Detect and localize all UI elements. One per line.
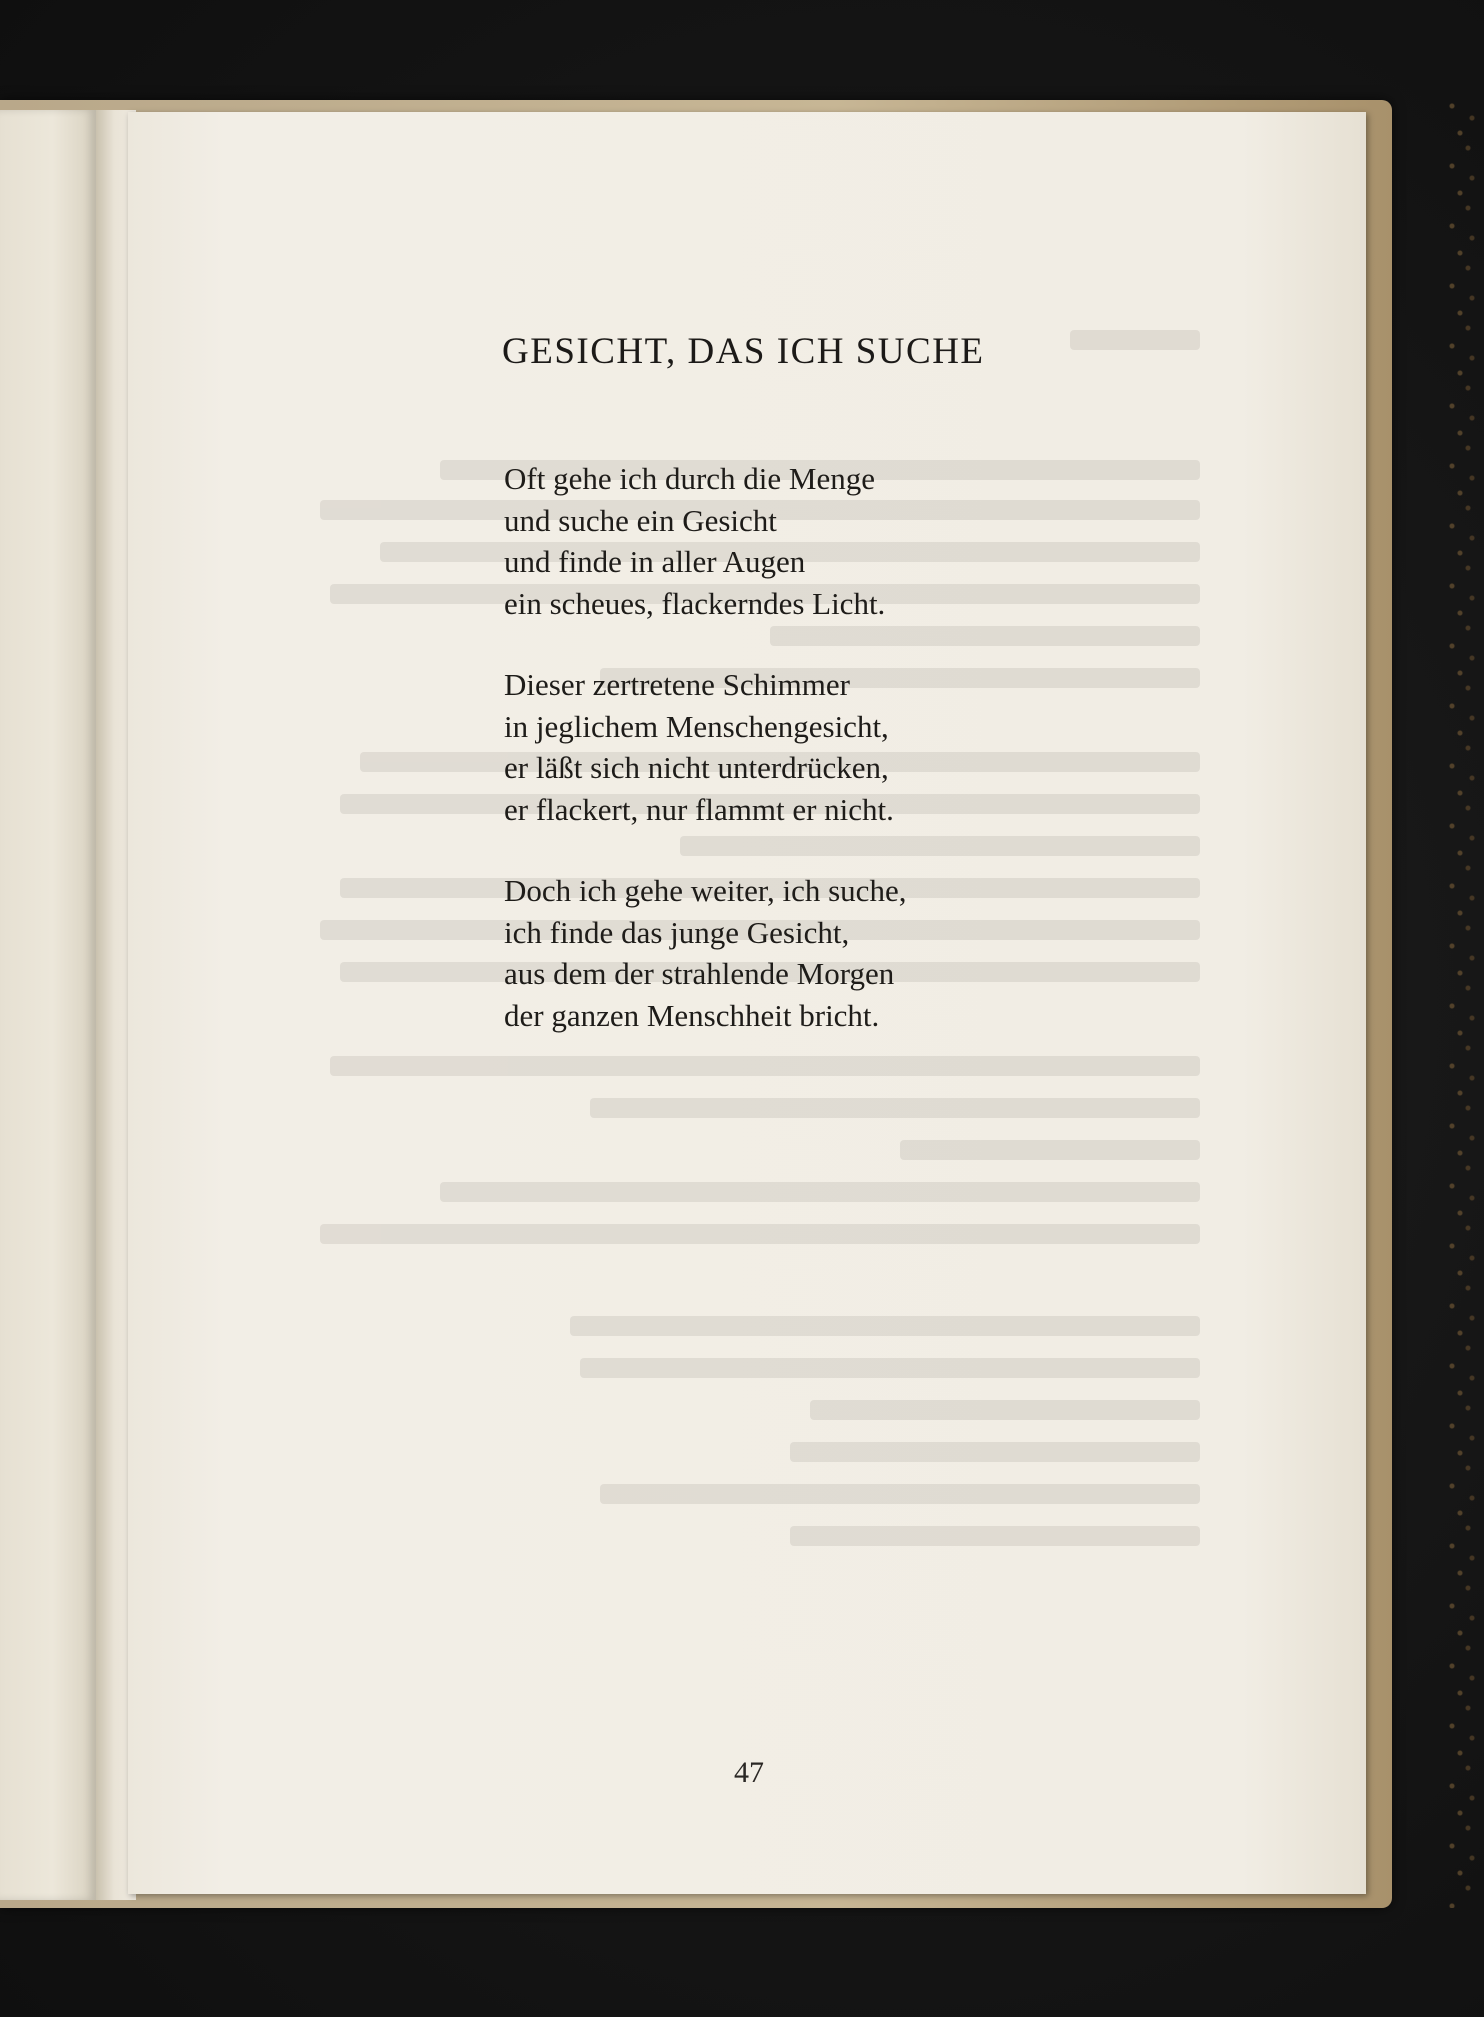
cover-edge-speckle xyxy=(1444,100,1484,1908)
left-facing-page xyxy=(0,110,96,1900)
poem-line: Dieser zertretene Schimmer xyxy=(504,667,850,702)
poem-line: aus dem der strahlende Morgen xyxy=(504,956,895,991)
poem-line: und finde in aller Augen xyxy=(504,544,806,579)
poem-line: er läßt sich nicht unterdrücken, xyxy=(504,750,889,785)
page-number: 47 xyxy=(734,1756,764,1789)
poem-line: der ganzen Menschheit bricht. xyxy=(504,997,880,1033)
poem-line: in jeglichem Menschengesicht, xyxy=(504,708,889,744)
stanza xyxy=(504,870,1064,1036)
poem-line: Doch ich gehe weiter, ich suche, xyxy=(504,873,907,908)
poem-line: und suche ein Gesicht xyxy=(504,502,777,538)
poem-line: er flackert, nur flammt er nicht. xyxy=(504,791,894,827)
stanza xyxy=(504,458,1064,624)
stanza xyxy=(504,664,1064,830)
poem-line: Oft gehe ich durch die Menge xyxy=(504,461,876,496)
poem-line: ein scheues, flackerndes Licht. xyxy=(504,585,886,621)
poem-line: ich finde das junge Gesicht, xyxy=(504,914,850,950)
poem-body xyxy=(504,458,1064,1076)
poem-title: GESICHT, DAS ICH SUCHE xyxy=(502,331,985,372)
